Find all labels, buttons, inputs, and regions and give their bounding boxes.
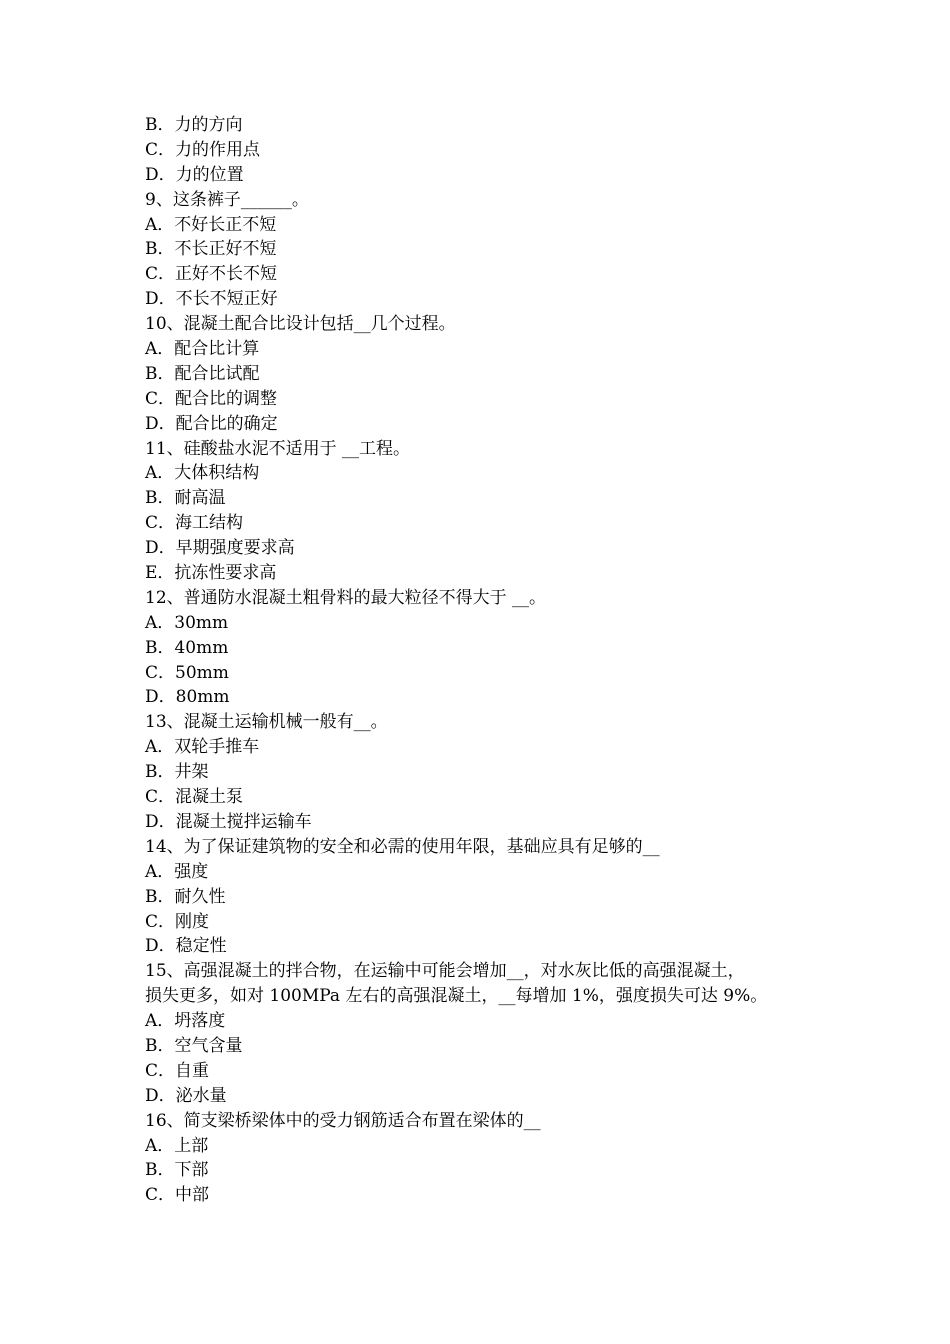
- option-line: D．泌水量: [145, 1085, 227, 1106]
- option-line: E．抗冻性要求高: [145, 563, 277, 584]
- option-line: B．下部: [145, 1160, 209, 1181]
- option-line: D．不长不短正好: [145, 289, 278, 310]
- question-line-continued: 损失更多，如对 100MPa 左右的高强混凝土，__每增加 1%，强度损失可达 9%。: [145, 986, 768, 1007]
- question-line: 10、混凝土配合比设计包括__几个过程。: [145, 314, 456, 335]
- option-line: C．中部: [145, 1185, 210, 1206]
- option-line: A．强度: [145, 861, 209, 882]
- option-line: D．力的位置: [145, 164, 244, 185]
- option-line: C．刚度: [145, 911, 210, 932]
- question-line: 13、混凝土运输机械一般有__。: [145, 712, 388, 733]
- option-line: B．空气含量: [145, 1035, 243, 1056]
- option-line: A．不好长正不短: [145, 214, 277, 235]
- option-line: B．耐高温: [145, 488, 226, 509]
- option-line: A．配合比计算: [145, 339, 260, 360]
- option-line: B．40mm: [145, 637, 229, 658]
- option-line: A．坍落度: [145, 1011, 226, 1032]
- option-line: B．配合比试配: [145, 363, 260, 384]
- option-line: D．配合比的确定: [145, 413, 278, 434]
- question-line: 15、高强混凝土的拌合物，在运输中可能会增加__，对水灰比低的高强混凝土，: [145, 961, 745, 982]
- question-list: [145, 113, 825, 1208]
- option-line: A．30mm: [145, 612, 229, 633]
- option-line: A．大体积结构: [145, 463, 260, 484]
- option-line: B．不长正好不短: [145, 239, 277, 260]
- option-line: C．50mm: [145, 662, 229, 683]
- question-line: 9、这条裤子______。: [145, 189, 309, 210]
- option-line: C．正好不长不短: [145, 264, 278, 285]
- option-line: C．海工结构: [145, 513, 244, 534]
- option-line: D．早期强度要求高: [145, 538, 295, 559]
- question-line: 14、为了保证建筑物的安全和必需的使用年限，基础应具有足够的__: [145, 836, 660, 857]
- option-line: D．混凝土搅拌运输车: [145, 811, 312, 832]
- option-line: B．井架: [145, 762, 209, 783]
- option-line: B．力的方向: [145, 115, 243, 135]
- option-line: B．耐久性: [145, 886, 226, 907]
- question-line: 12、普通防水混凝土粗骨料的最大粒径不得大于 __。: [145, 587, 547, 608]
- option-line: C．力的作用点: [145, 139, 261, 160]
- option-line: A．双轮手推车: [145, 737, 260, 758]
- question-line: 16、简支梁桥梁体中的受力钢筋适合布置在梁体的__: [145, 1110, 541, 1131]
- question-line: 11、硅酸盐水泥不适用于 __工程。: [145, 438, 411, 459]
- option-line: C．自重: [145, 1060, 210, 1081]
- option-line: D．稳定性: [145, 936, 227, 957]
- option-line: C．混凝土泵: [145, 787, 244, 808]
- option-line: A．上部: [145, 1135, 209, 1156]
- option-line: D．80mm: [145, 687, 230, 708]
- option-line: C．配合比的调整: [145, 388, 278, 409]
